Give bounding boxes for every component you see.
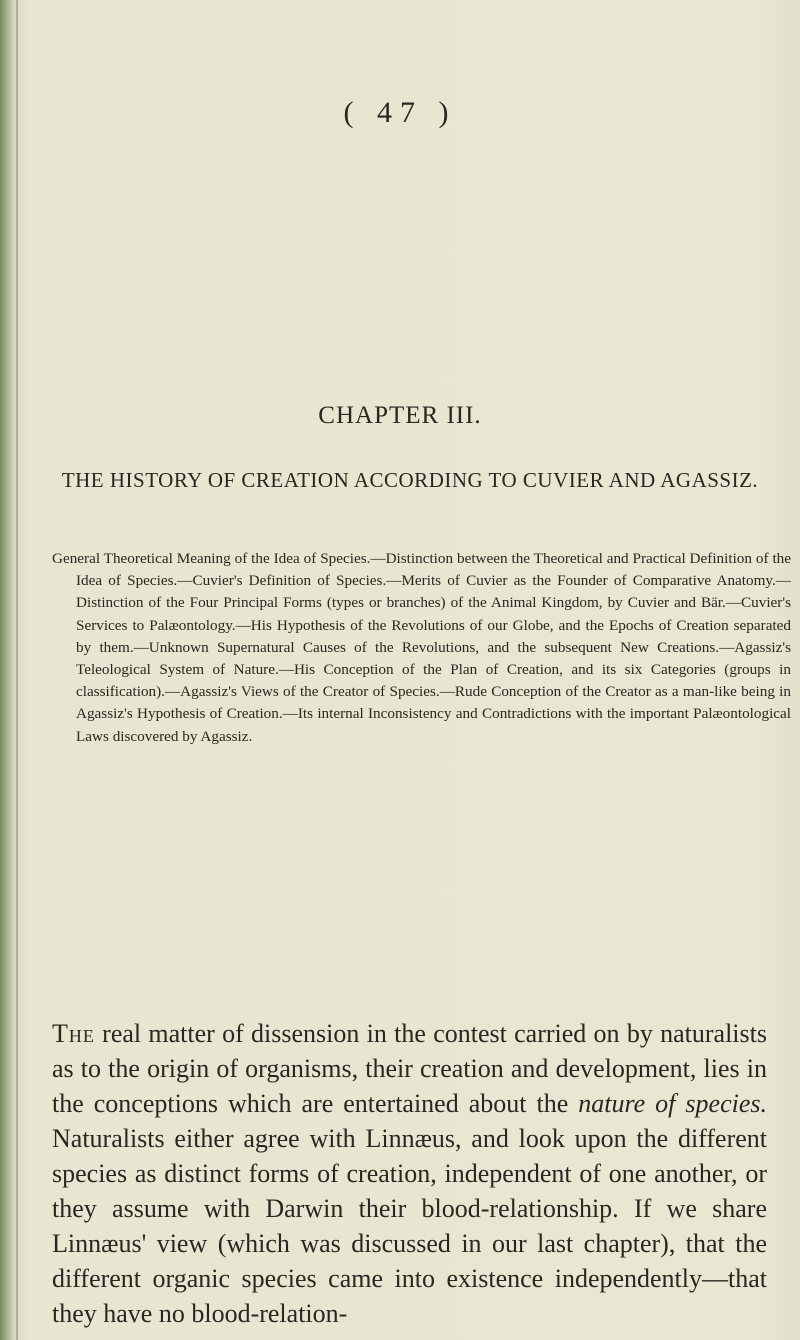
body-text-part-1: real matter of dissension in the contest carried on by naturalists as to the origin of organisms, their creation and development, lies in the conceptions which are entertained about the (52, 1019, 767, 1118)
chapter-heading: CHAPTER III. (318, 402, 482, 429)
chapter-synopsis: General Theoretical Meaning of the Idea of Species.—Distinction between the Theoretical and Practical Definition of the Idea of Species.—Cuvier's Definition of Species.—Merits of Cuvier as the Founder of Comparative Anatomy.—Distinction of the Four Principal Forms (types or branches) of the Animal Kingdom, by Cuvier and Bär.—Cuvier's Services to Palæontology.—His Hypothesis of the Revolutions of our Globe, and the Epochs of Creation separated by them.—Unknown Supernatural Causes of the Revolutions, and the subsequent New Creations.—Agassiz's Teleological System of Nature.—His Conception of the Plan of Creation, and its six Categories (groups in classification).—Agassiz's Views of the Creator of Species.—Rude Conception of the Creator as a man-like being in Agassiz's Hypothesis of Creation.—Its internal Inconsistency and Contradictions with the important Palæontological Laws discovered by Agassiz. (52, 550, 791, 745)
body-text-part-2: Naturalists either agree with Linnæus, and look upon the different species as distinct forms of creation, independent of one another, or they assume with Darwin their blood-relationship. If we share Linnæus' view (which was discussed in our last chapter), that the different organic species came into existence independently—that they have no blood-relation- (52, 1124, 767, 1328)
emphasized-phrase: nature of species. (578, 1089, 767, 1118)
chapter-title: THE HISTORY OF CREATION ACCORDING TO CUVIER AND AGASSIZ. (61, 468, 759, 492)
page-number: ( 47 ) (343, 96, 457, 129)
lead-word: The (52, 1019, 95, 1048)
body-paragraph (52, 1016, 767, 1331)
book-spine-edge (16, 0, 18, 1340)
